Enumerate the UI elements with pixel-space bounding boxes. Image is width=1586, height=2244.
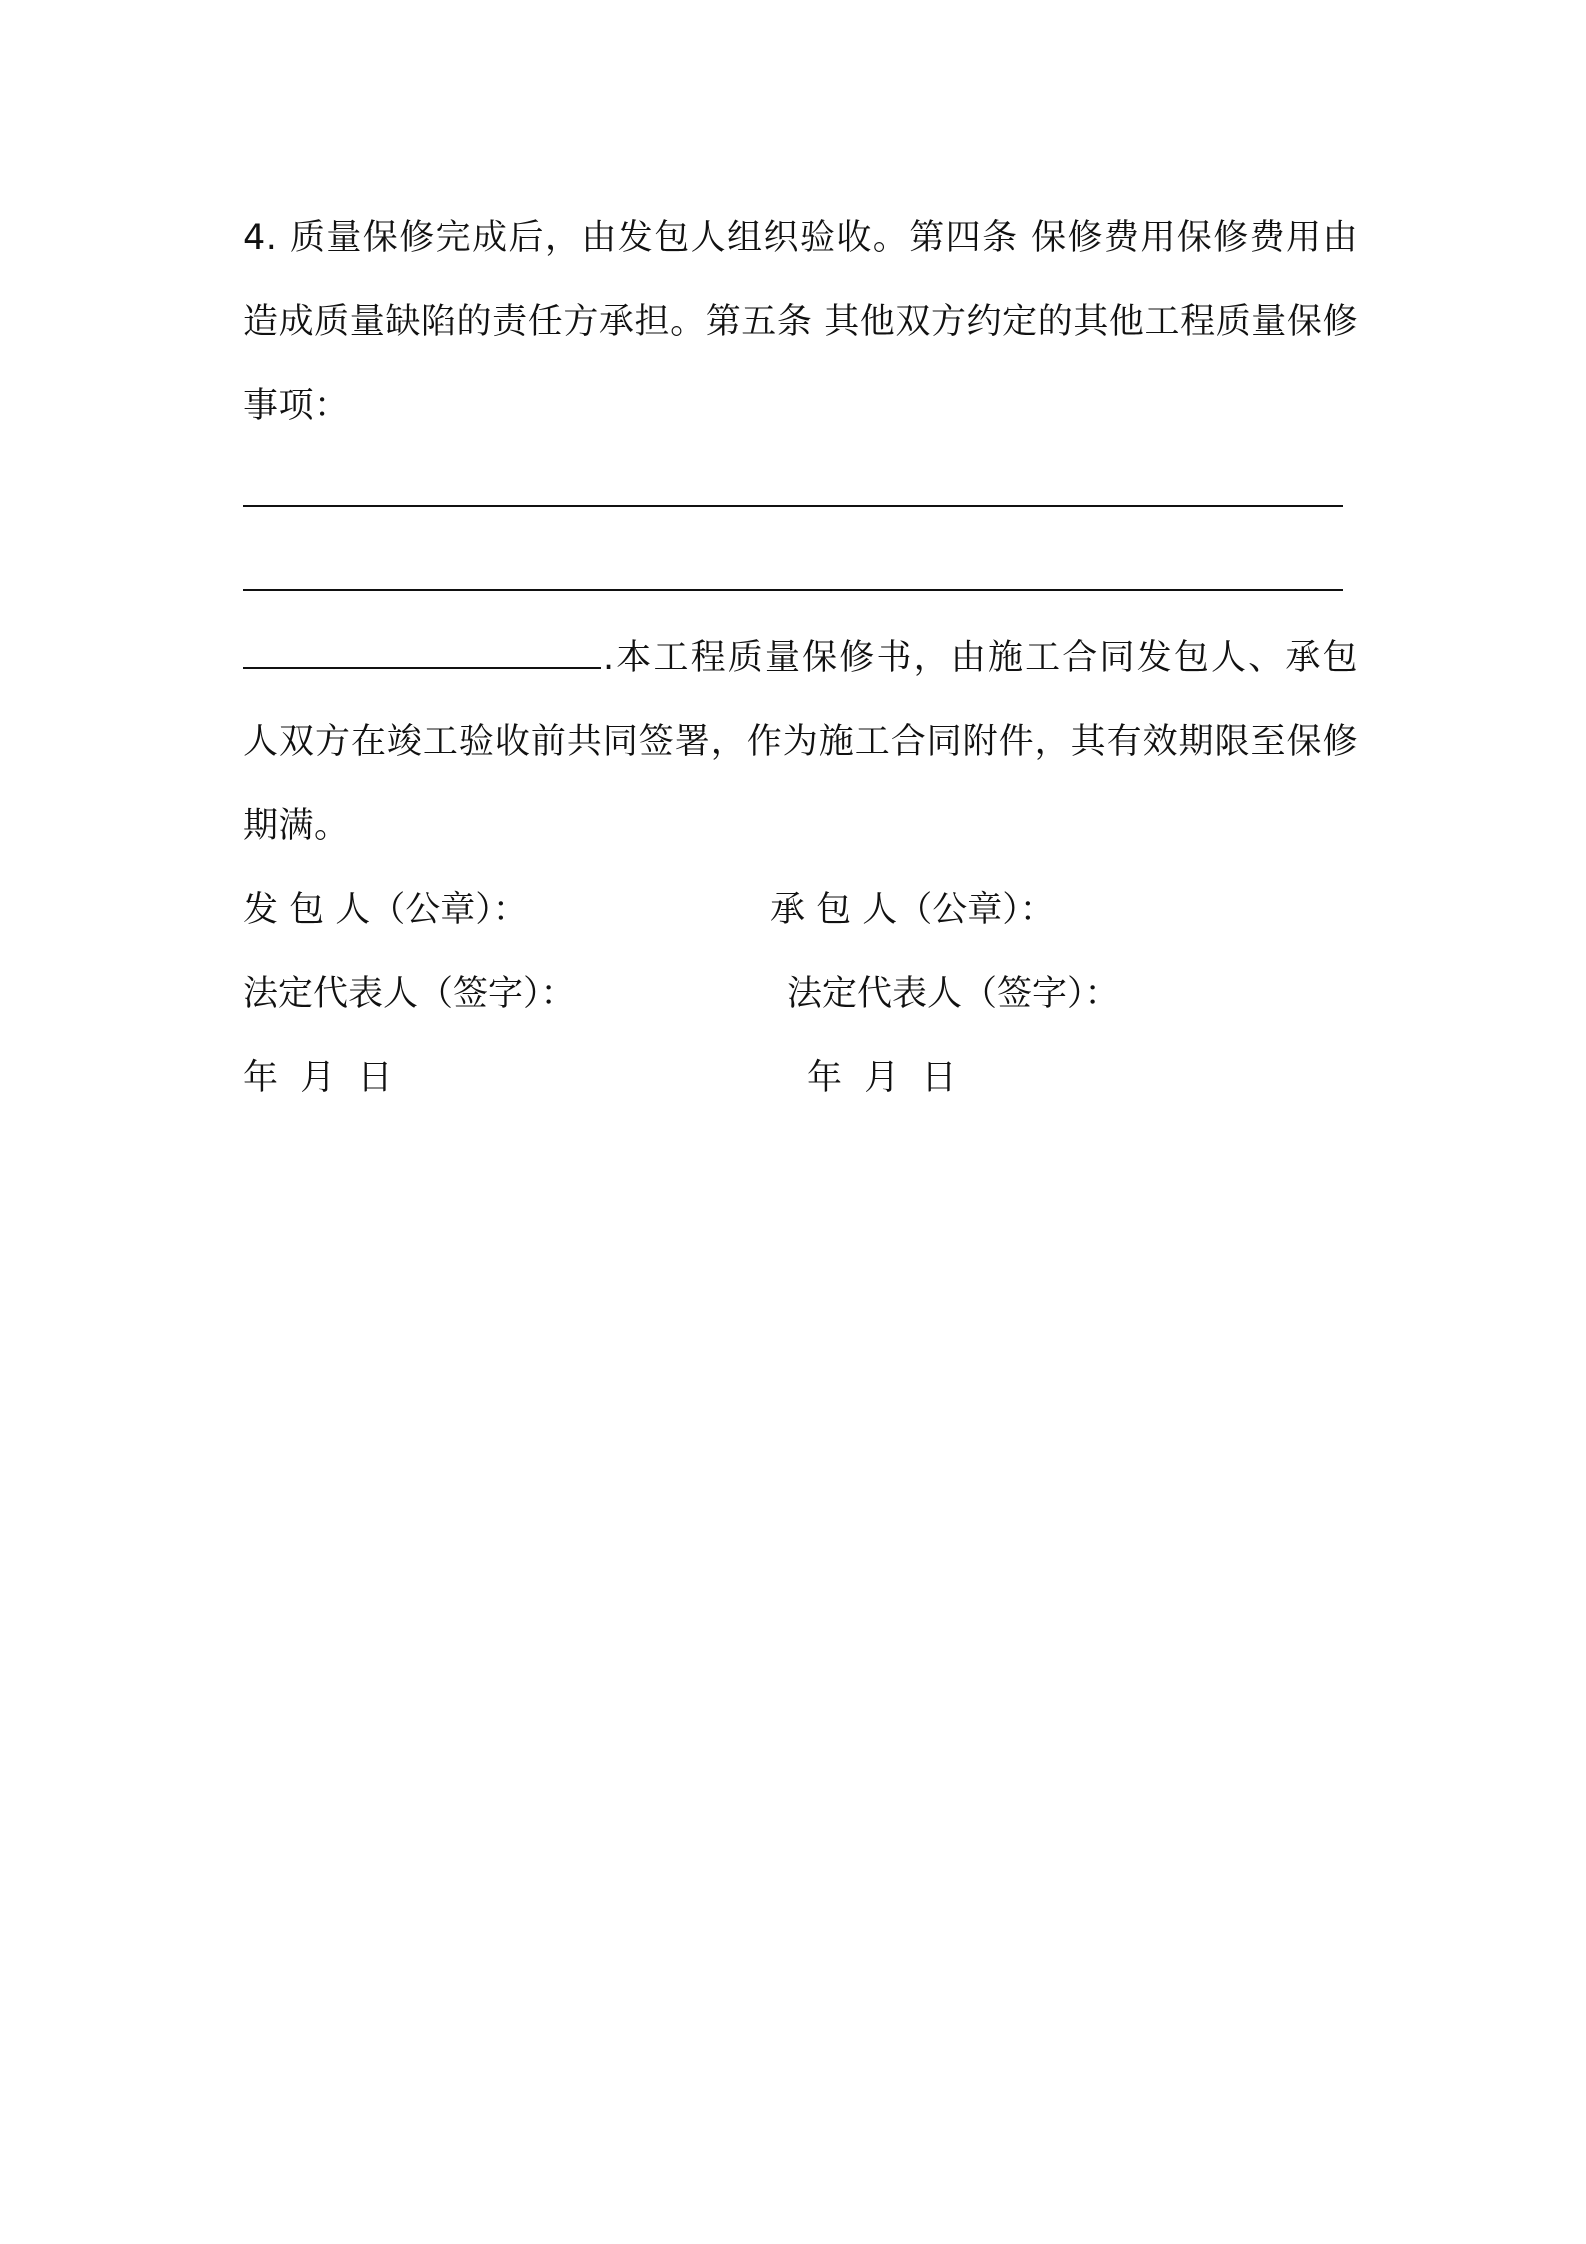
date-row (243, 1036, 1358, 1120)
contractor-seal-label: 承 包 人（公章）： (770, 890, 1055, 930)
validity-text: .本工程质量保修书，由施工合同发包人、承包人双方在竣工验收前共同签署，作为施工合同附件，其有效期限至保修期满。 (243, 638, 1358, 846)
document-body (243, 196, 1358, 1120)
contractor-rep-label: 法定代表人（签字）： (787, 974, 1120, 1014)
fill-in-line-1 (243, 448, 1358, 532)
fill-in-rule (243, 589, 1343, 591)
employer-date-label: 年 月 日 (243, 1058, 393, 1098)
validity-paragraph (243, 616, 1358, 868)
fill-in-inline-blank (243, 637, 601, 669)
warranty-paragraph: 4. 质量保修完成后，由发包人组织验收。第四条 保修费用保修费用由造成质量缺陷的责任方承担。第五条 其他双方约定的其他工程质量保修事项： (243, 218, 1358, 426)
employer-rep-label: 法定代表人（签字）： (243, 974, 576, 1014)
representative-row (243, 952, 1358, 1036)
fill-in-rule (243, 505, 1343, 507)
contractor-date-label: 年 月 日 (807, 1058, 957, 1098)
seal-row (243, 868, 1358, 952)
fill-in-line-2 (243, 532, 1358, 616)
employer-seal-label: 发 包 人（公章）： (243, 890, 528, 930)
